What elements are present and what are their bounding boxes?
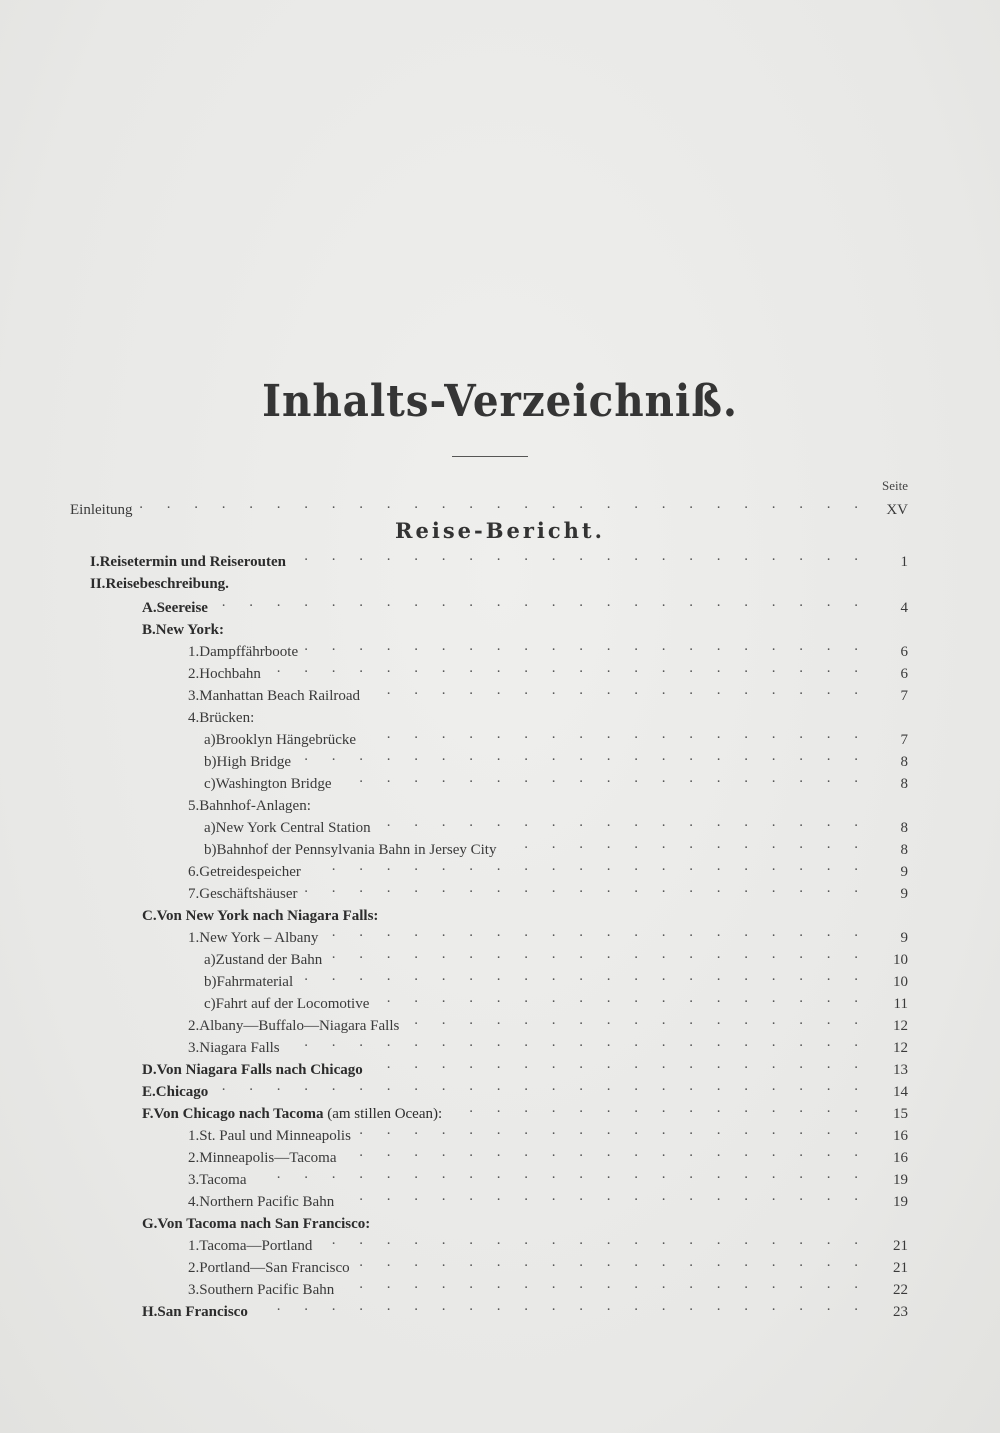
toc-entry: [204, 834, 908, 858]
toc-entry-number: 1.: [188, 930, 200, 946]
toc-entry-page: 13: [893, 1062, 908, 1078]
leader-dots: [362, 724, 868, 744]
page-column-header: Seite: [882, 478, 908, 493]
toc-entry-text: Reisetermin und Reiserouten: [99, 554, 286, 570]
toc-entry-text: Southern Pacific Bahn: [199, 1282, 335, 1298]
toc-entry-page: 8: [900, 754, 908, 770]
toc-entry-page: 12: [893, 1040, 908, 1056]
toc-entry: [142, 900, 908, 924]
toc-entry-text: San Francisco: [157, 1304, 248, 1320]
toc-entry-number: 3.: [188, 1172, 200, 1188]
leader-dots: [377, 812, 868, 832]
toc-entry: [142, 614, 908, 638]
toc-entry-number: 1.: [188, 644, 200, 660]
toc-entry-number: a): [204, 820, 216, 836]
toc-intro-row: [70, 494, 908, 518]
toc-entry-page: 11: [893, 996, 908, 1012]
toc-entry-text: Brooklyn Hängebrücke: [215, 732, 357, 748]
toc-entry-page: 16: [893, 1150, 908, 1166]
leader-dots: [448, 1098, 868, 1118]
toc-entry-text: Seereise: [156, 600, 208, 616]
leader-dots: [369, 1054, 868, 1074]
leader-dots: [502, 834, 868, 854]
leader-dots: [340, 1274, 868, 1294]
toc-entry-number: D.: [142, 1062, 157, 1078]
toc-entry-text: New York Central Station: [215, 820, 371, 836]
leader-dots: [214, 1076, 868, 1096]
toc-entry-text: St. Paul und Minneapolis: [199, 1128, 351, 1144]
toc-entry-page: 23: [893, 1304, 908, 1320]
toc-entry-text: New York:: [155, 622, 224, 638]
toc-entry-page: 6: [900, 644, 908, 660]
toc-entry-number: 2.: [188, 666, 200, 682]
toc-entry-text: Von Chicago nach Tacoma: [153, 1106, 324, 1122]
toc-entry-number: 2.: [188, 1018, 200, 1034]
toc-entry-text: Manhattan Beach Railroad: [199, 688, 361, 704]
toc-entry: [188, 1142, 908, 1166]
toc-entry-number: C.: [142, 908, 157, 924]
toc-entry-number: b): [204, 842, 217, 858]
toc-entry-page: 8: [900, 776, 908, 792]
toc-entry-page: 7: [900, 688, 908, 704]
leader-dots: [267, 658, 868, 678]
toc-entry: [188, 1010, 908, 1034]
toc-entry-number: II.: [90, 576, 106, 592]
toc-entry-text: Fahrmaterial: [216, 974, 294, 990]
toc-entry-page: 4: [900, 600, 908, 616]
leader-dots: [139, 494, 869, 514]
toc-entry: [90, 546, 908, 570]
toc-entry-number: 3.: [188, 688, 200, 704]
page-title: Inhalts-Verzeichniß.: [262, 376, 738, 427]
toc-entry-number: B.: [142, 622, 156, 638]
leader-dots: [338, 768, 868, 788]
leader-dots: [357, 1120, 868, 1140]
toc-entry-number: b): [204, 754, 217, 770]
toc-entry-page: 1: [900, 554, 908, 570]
leader-dots: [376, 1208, 868, 1228]
toc-entry-number: G.: [142, 1216, 158, 1232]
toc-entry-page: 7: [900, 732, 908, 748]
toc-entry: [188, 702, 908, 726]
toc-entry: [142, 592, 908, 616]
toc-entry-page: 10: [893, 974, 908, 990]
toc-entry: [142, 1076, 908, 1100]
toc-entry: [188, 1274, 908, 1298]
toc-intro-page: XV: [886, 502, 908, 518]
leader-dots: [328, 944, 868, 964]
leader-dots: [214, 592, 868, 612]
toc-entry-text: Portland—San Francisco: [199, 1260, 350, 1276]
toc-entry-page: 12: [893, 1018, 908, 1034]
leader-dots: [340, 1186, 868, 1206]
toc-entry-text: Reisebeschreibung.: [105, 576, 229, 592]
toc-entry-text: Von Niagara Falls nach Chicago: [156, 1062, 363, 1078]
toc-entry-text: Tacoma—Portland: [199, 1238, 313, 1254]
toc-entry-number: a): [204, 952, 216, 968]
toc-entry-page: 21: [893, 1260, 908, 1276]
toc-entry-text: High Bridge: [216, 754, 292, 770]
toc-entry: [142, 1054, 908, 1078]
toc-entry-text: Brücken:: [199, 710, 255, 726]
toc-entry-page: 16: [893, 1128, 908, 1144]
toc-entry: [204, 768, 908, 792]
leader-dots: [299, 966, 868, 986]
toc-entry-page: 9: [900, 886, 908, 902]
toc-entry-text: Hochbahn: [199, 666, 261, 682]
toc-entry-text: Fahrt auf der Locomotive: [215, 996, 370, 1012]
toc-entry-number: 2.: [188, 1260, 200, 1276]
leader-dots: [317, 790, 868, 810]
leader-dots: [318, 1230, 868, 1250]
leader-dots: [286, 1032, 868, 1052]
toc-entry-text: Geschäftshäuser: [199, 886, 298, 902]
toc-entry-text: Minneapolis—Tacoma: [199, 1150, 337, 1166]
toc-entry-page: 14: [893, 1084, 908, 1100]
toc-entry-text: Dampffährboote: [199, 644, 299, 660]
toc-entry-text: Albany—Buffalo—Niagara Falls: [199, 1018, 400, 1034]
leader-dots: [253, 1164, 868, 1184]
toc-entry-page: 8: [900, 842, 908, 858]
toc-entry: [188, 1230, 908, 1254]
leader-dots: [260, 702, 868, 722]
toc-entry-number: A.: [142, 600, 157, 616]
toc-entry-number: 7.: [188, 886, 200, 902]
toc-entry-text: Bahnhof der Pennsylvania Bahn in Jersey City: [216, 842, 497, 858]
leader-dots: [297, 746, 868, 766]
leader-dots: [375, 988, 868, 1008]
toc-entry: [204, 988, 908, 1012]
toc-entry-text: Von Tacoma nach San Francisco:: [157, 1216, 371, 1232]
section-heading: Reise-Bericht.: [395, 518, 605, 543]
toc-entry-text: Chicago: [155, 1084, 209, 1100]
toc-entry: [188, 790, 908, 814]
leader-dots: [384, 900, 868, 920]
toc-entry-page: 22: [893, 1282, 908, 1298]
toc-entry-text: Tacoma: [199, 1172, 247, 1188]
toc-entry: [142, 1098, 908, 1122]
toc-entry-number: 5.: [188, 798, 200, 814]
toc-entry: [204, 944, 908, 968]
toc-entry-text: Niagara Falls: [199, 1040, 280, 1056]
toc-entry-suffix: (am stillen Ocean):: [323, 1106, 443, 1122]
toc-entry-number: 1.: [188, 1128, 200, 1144]
toc-entry-page: 21: [893, 1238, 908, 1254]
toc-entry-number: 4.: [188, 1194, 200, 1210]
toc-entry-page: 9: [900, 864, 908, 880]
leader-dots: [304, 636, 868, 656]
toc-entry: [188, 1032, 908, 1056]
toc-entry-label: [142, 1302, 254, 1322]
toc-entry-number: 3.: [188, 1040, 200, 1056]
toc-entry: [188, 1252, 908, 1276]
toc-entry: [188, 658, 908, 682]
toc-entry: [142, 1296, 908, 1320]
toc-entry-page: 9: [900, 930, 908, 946]
toc-entry-text: Bahnhof-Anlagen:: [199, 798, 311, 814]
toc-entry: [188, 878, 908, 902]
toc-entry-text: Northern Pacific Bahn: [199, 1194, 335, 1210]
toc-entry: [188, 636, 908, 660]
leader-dots: [356, 1252, 868, 1272]
toc-entry-page: 19: [893, 1172, 908, 1188]
toc-entry: [188, 1186, 908, 1210]
leader-dots: [307, 856, 868, 876]
toc-entry: [188, 1164, 908, 1188]
leader-dots: [235, 568, 868, 588]
toc-entry: [204, 724, 908, 748]
toc-entry: [188, 922, 908, 946]
toc-entry-text: New York – Albany: [199, 930, 319, 946]
toc-entry-number: F.: [142, 1106, 154, 1122]
leader-dots: [324, 922, 868, 942]
toc-entry-text: Von New York nach Niagara Falls:: [156, 908, 379, 924]
leader-dots: [405, 1010, 868, 1030]
toc-entry: [188, 1120, 908, 1144]
toc-entry: [204, 966, 908, 990]
toc-entry-page: 6: [900, 666, 908, 682]
toc-entry-number: c): [204, 776, 216, 792]
toc-entry: [204, 812, 908, 836]
toc-entry-page: 19: [893, 1194, 908, 1210]
leader-dots: [304, 878, 868, 898]
toc-entry-text: Getreidespeicher: [199, 864, 301, 880]
toc-entry-number: c): [204, 996, 216, 1012]
toc-entry-number: b): [204, 974, 217, 990]
toc-entry: [142, 1208, 908, 1232]
toc-entry-number: 4.: [188, 710, 200, 726]
toc-entry: [90, 568, 908, 592]
leader-dots: [230, 614, 868, 634]
toc-entry-number: 2.: [188, 1150, 200, 1166]
toc-entry-number: a): [204, 732, 216, 748]
toc-entry-label: [90, 574, 235, 594]
leader-dots: [292, 546, 868, 566]
toc-entry-number: 1.: [188, 1238, 200, 1254]
toc-entry-text: Zustand der Bahn: [215, 952, 323, 968]
toc-entry-page: 15: [893, 1106, 908, 1122]
leader-dots: [343, 1142, 869, 1162]
toc-intro-label: Einleitung: [70, 502, 133, 518]
toc-entry-number: 3.: [188, 1282, 200, 1298]
toc-entry-number: H.: [142, 1304, 158, 1320]
toc-entry: [188, 680, 908, 704]
toc-entry-page: 10: [893, 952, 908, 968]
toc-entry-text: Washington Bridge: [215, 776, 332, 792]
title-divider: [452, 456, 528, 457]
leader-dots: [366, 680, 868, 700]
toc-entry-number: 6.: [188, 864, 200, 880]
toc-entry-page: 8: [900, 820, 908, 836]
toc-entry-number: I.: [90, 554, 100, 570]
leader-dots: [254, 1296, 868, 1316]
toc-entry-number: E.: [142, 1084, 156, 1100]
toc-entry: [204, 746, 908, 770]
toc-entry: [188, 856, 908, 880]
